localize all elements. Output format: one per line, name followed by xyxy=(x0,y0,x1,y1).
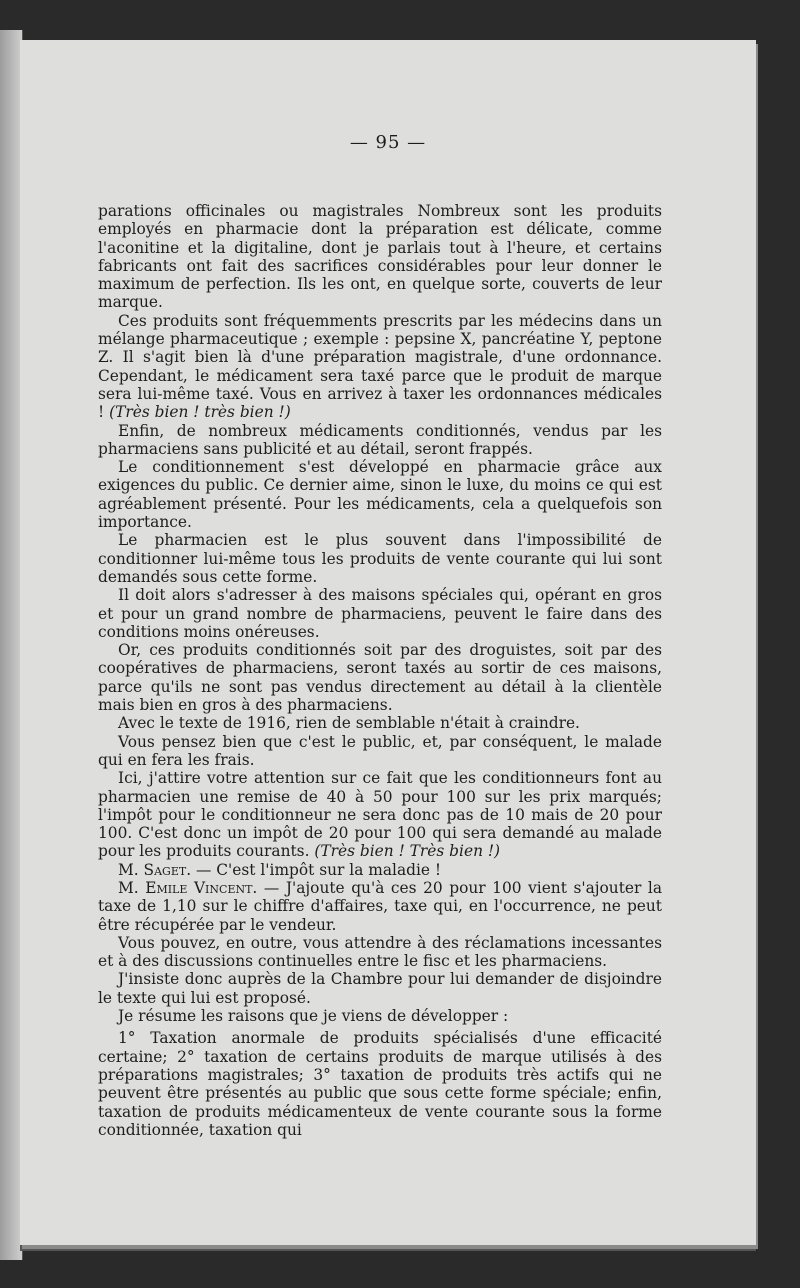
paragraph: Or, ces produits conditionnés soit par des droguistes, soit par des coopératives de pharmaciens, seront taxés au sortir de ces maisons, parce qu'ils ne sont pas vendus directement au détail à la clientèle mais bien en gros à des pharmaciens. xyxy=(98,641,662,715)
paragraph-text: Ici, j'attire votre attention sur ce fait que les conditionneurs font au pharmacien une remise de 40 à 50 pour 100 sur les prix marqués; l'impôt pour le conditionneur ne sera donc pas de 10 mais de 20 pour 100. C'est donc un impôt de 20 pour 100 qui sera demandé au malade pour les produits courants. xyxy=(98,769,662,861)
paragraph xyxy=(98,312,662,422)
paragraph: parations officinales ou magistrales Nombreux sont les produits employés en pharmacie dont la préparation est délicate, comme l'aconitine et la digitaline, dont je parlais tout à l'heure, et certains fabricants ont fait des sacrifices considérables pour leur donner le maximum de perfection. Ils les ont, en quelque sorte, couverts de leur marque. xyxy=(98,202,662,312)
book-page xyxy=(20,40,756,1245)
paragraph-text: — J'ajoute qu'à ces 20 pour 100 vient s'ajouter la taxe de 1,10 sur le chiffre d'affaires, taxe qui, en l'occurrence, ne peut être récupérée par le vendeur. xyxy=(98,878,662,934)
paragraph xyxy=(98,861,662,879)
paragraph: Enfin, de nombreux médicaments conditionnés, vendus par les pharmaciens sans publicité et au détail, seront frappés. xyxy=(98,421,662,458)
paragraph: Vous pouvez, en outre, vous attendre à des réclamations incessantes et à des discussions continuelles entre le fisc et les pharmaciens. xyxy=(98,933,662,971)
paragraph: Vous pensez bien que c'est le public, et, par conséquent, le malade qui en fera les frais. xyxy=(98,732,662,769)
paragraph: 1° Taxation anormale de produits spécialisés d'une efficacité certaine; 2° taxation de certains produits de marque utilisés à des préparations magistrales; 3° taxation de produits très actifs qui ne peuvent être présentés au public que sous cette forme spéciale; enfin, taxation de produits médicamenteux de vente courante sous la forme conditionnée, taxation qui xyxy=(98,1029,662,1139)
speaker-name: M. Saget. xyxy=(118,860,192,879)
paragraph: Il doit alors s'adresser à des maisons spéciales qui, opérant en gros et pour un grand nombre de pharmaciens, peuvent le faire dans des conditions moins onéreuses. xyxy=(98,586,662,641)
paragraph xyxy=(98,879,662,934)
paragraph: Le pharmacien est le plus souvent dans l'impossibilité de conditionner lui-même tous les produits de vente courante qui lui sont demandés sous cette forme. xyxy=(98,531,662,586)
paragraph: Je résume les raisons que je viens de développer : xyxy=(118,1007,509,1026)
speaker-name: M. Emile Vincent. xyxy=(118,878,258,897)
paragraph xyxy=(98,769,662,860)
applause-note: (Très bien ! très bien !) xyxy=(109,403,291,422)
body-text xyxy=(98,202,662,1139)
paragraph-text: — C'est l'impôt sur la maladie ! xyxy=(196,860,442,879)
paragraph: J'insiste donc auprès de la Chambre pour lui demander de disjoindre le texte qui lui est proposé. xyxy=(98,970,662,1007)
paragraph-text: Ces produits sont fréquemments prescrits par les médecins dans un mélange pharmaceutique ; exemple : pepsine X, pancréatine Y, peptone Z. Il s'agit bien là d'une préparation magistrale, d'une ordonnance. Cependant, le médicament sera taxé parce que le produit de marque sera lui-même taxé. Vous en arrivez à taxer les ordonnances médicales ! xyxy=(98,311,662,422)
paragraph: Le conditionnement s'est développé en pharmacie grâce aux exigences du public. Ce dernier aime, sinon le luxe, du moins ce qui est agréablement présenté. Pour les médicaments, cela a quelquefois son importance. xyxy=(98,458,662,532)
applause-note: (Très bien ! Très bien !) xyxy=(314,842,501,861)
page-number: — 95 — xyxy=(349,132,427,153)
paragraph: Avec le texte de 1916, rien de semblable n'était à craindre. xyxy=(118,714,580,733)
